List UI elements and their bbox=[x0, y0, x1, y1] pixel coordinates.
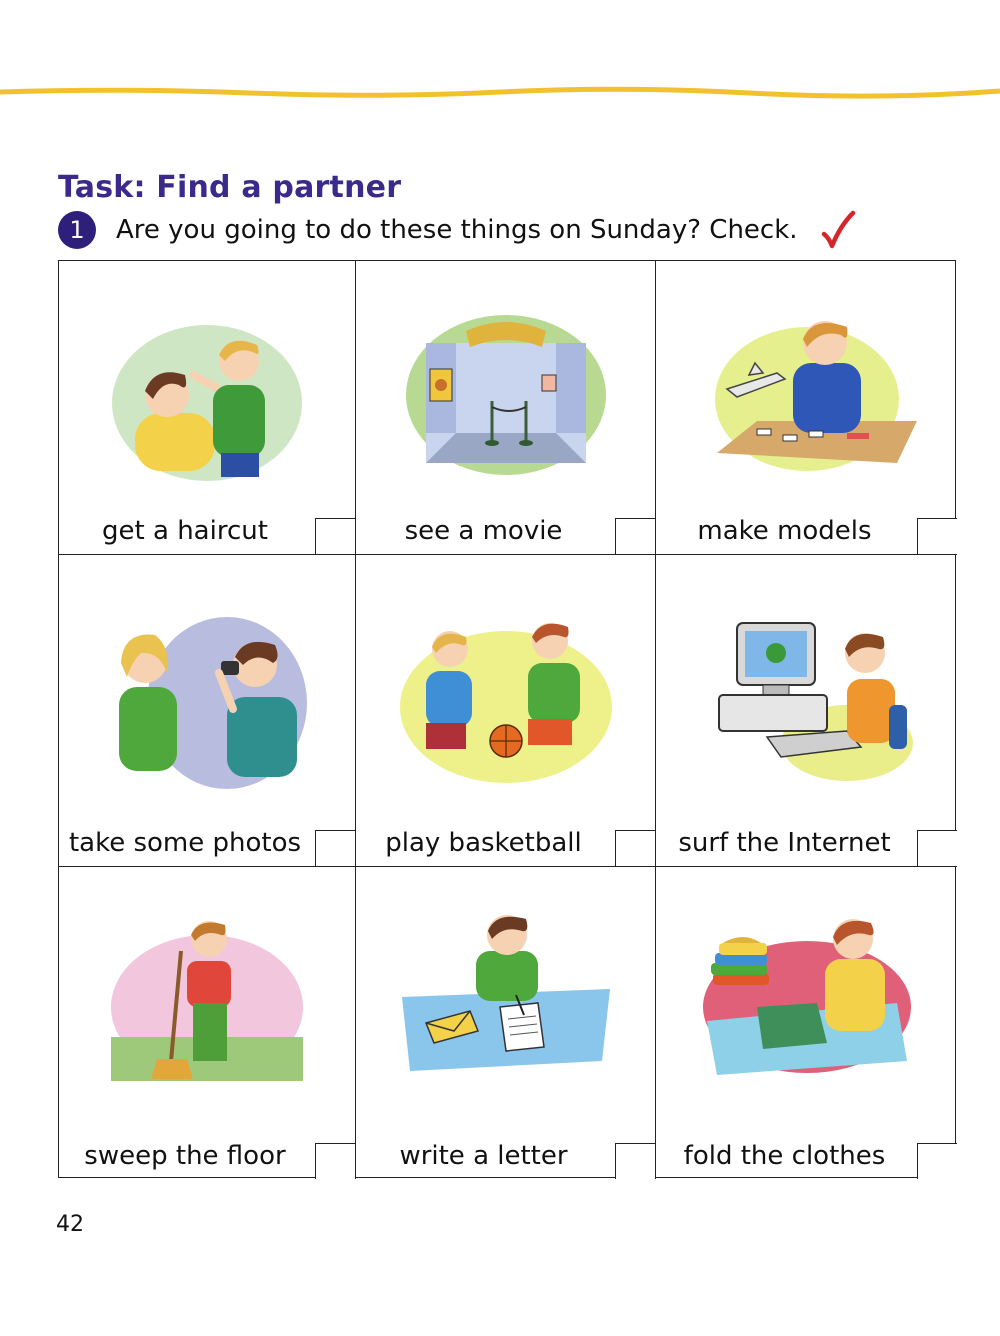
instruction-text: Are you going to do these things on Sunday? Check. bbox=[116, 215, 798, 245]
check-box[interactable] bbox=[917, 518, 957, 554]
activity-cell bbox=[59, 261, 356, 555]
activity-cell bbox=[356, 555, 656, 867]
activity-label: take some photos bbox=[68, 828, 302, 858]
camera-photo-illustration-icon bbox=[97, 613, 317, 793]
activity-label: write a letter bbox=[399, 1141, 568, 1171]
broom-illustration-icon bbox=[97, 911, 317, 1091]
computer-illustration-icon bbox=[697, 613, 917, 793]
task-title: Task: Find a partner bbox=[58, 170, 402, 205]
letter-writing-illustration-icon bbox=[396, 911, 616, 1091]
check-box[interactable] bbox=[315, 1143, 355, 1179]
activity-label: play basketball bbox=[385, 828, 582, 858]
activity-cell bbox=[59, 555, 356, 867]
folding-clothes-illustration-icon bbox=[697, 911, 917, 1091]
activity-label: get a haircut bbox=[102, 516, 268, 546]
check-box[interactable] bbox=[917, 1143, 957, 1179]
haircut-illustration-icon bbox=[97, 303, 317, 483]
activity-grid bbox=[58, 260, 956, 1178]
activity-cell bbox=[356, 261, 656, 555]
check-box[interactable] bbox=[315, 830, 355, 866]
check-mark-icon bbox=[820, 210, 856, 250]
check-box[interactable] bbox=[315, 518, 355, 554]
check-box[interactable] bbox=[917, 830, 957, 866]
activity-label: make models bbox=[697, 516, 872, 546]
activity-label: fold the clothes bbox=[683, 1141, 886, 1171]
instruction-row bbox=[58, 208, 856, 252]
check-box[interactable] bbox=[615, 1143, 655, 1179]
model-airplane-illustration-icon bbox=[697, 303, 917, 483]
activity-label: surf the Internet bbox=[678, 828, 891, 858]
activity-cell bbox=[656, 261, 957, 555]
step-number-badge: 1 bbox=[58, 211, 96, 249]
activity-cell bbox=[356, 867, 656, 1179]
activity-cell bbox=[59, 867, 356, 1179]
movie-theater-illustration-icon bbox=[396, 303, 616, 483]
check-box[interactable] bbox=[615, 830, 655, 866]
basketball-illustration-icon bbox=[396, 613, 616, 793]
page-number: 42 bbox=[56, 1212, 84, 1237]
activity-cell bbox=[656, 867, 957, 1179]
activity-label: see a movie bbox=[404, 516, 563, 546]
check-box[interactable] bbox=[615, 518, 655, 554]
top-rule-divider bbox=[0, 84, 1000, 104]
activity-label: sweep the floor bbox=[84, 1141, 286, 1171]
activity-cell bbox=[656, 555, 957, 867]
